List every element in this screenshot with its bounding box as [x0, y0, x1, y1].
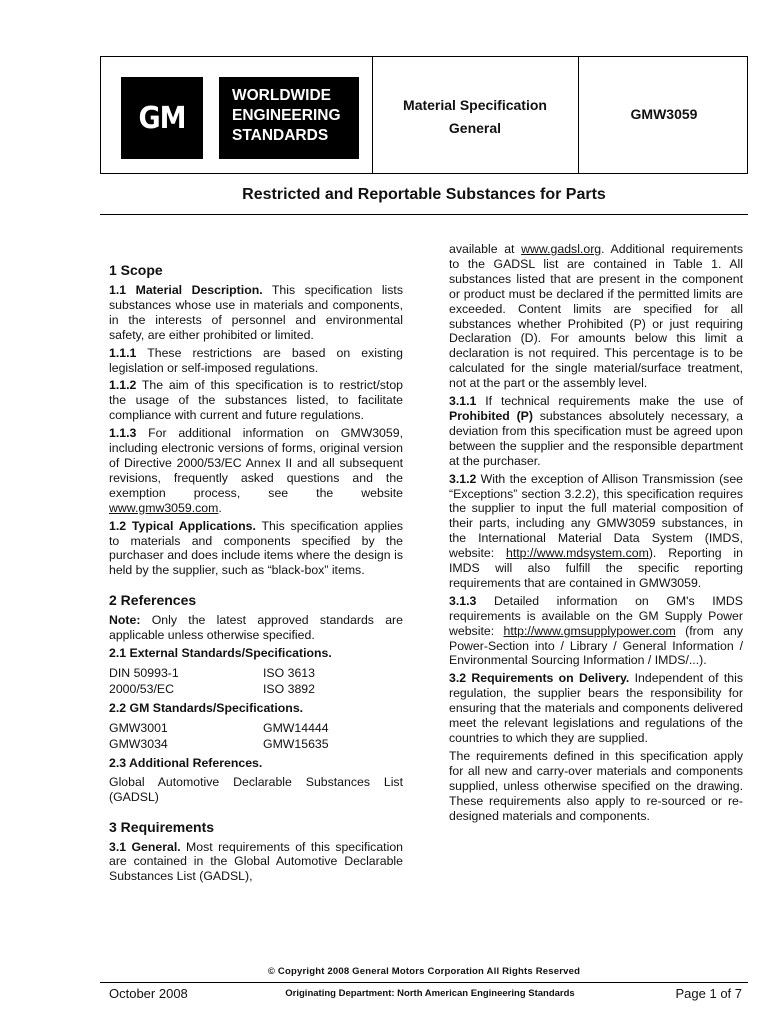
section-1-1-3 [109, 426, 403, 515]
page-number: Page 1 of 7 [675, 986, 742, 1001]
section-3-1-3 [449, 594, 743, 669]
section-3-heading: 3 Requirements [109, 818, 215, 835]
section-1-1-label: 1.1 Material Description. [109, 283, 263, 297]
section-1-2-label: 1.2 Typical Applications. [109, 518, 256, 533]
org-line-3: STANDARDS [232, 127, 329, 144]
section-1-1-2-text: The aim of this specification is to restrict/stop the usage of the substances listed, to facilitate compliance with current and future regulations. [109, 378, 403, 423]
section-3-2-text: Independent of this regulation, the supplier bears the responsibility for ensuring that the materials and components delivered meet the relevant legislations and regulations of the countries to which they are supplied. [449, 671, 743, 745]
section-1-1-1-text: These restrictions are based on existing legislation or self-imposed regulations. [109, 345, 403, 375]
section-3-1-2-end: ). Reporting in IMDS will also fulfill the specific reporting requirements that are contained in GMW3059. [449, 546, 743, 590]
section-1-1-3-end: . [218, 500, 222, 515]
section-1-heading: 1 Scope [109, 262, 163, 278]
external-standards-list [109, 665, 403, 697]
gm-standards-list [109, 720, 403, 752]
org-line-1: WORLDWIDE [232, 87, 332, 104]
references-note [109, 613, 403, 643]
worldwide-engineering-standards-logo [219, 77, 359, 159]
section-3-1-label: 3.1 General. [109, 839, 181, 854]
reference-item: 2000/53/EC [109, 681, 174, 696]
section-3-1-3-text: Detailed information on GM's IMDS requirements is available on the GM Supply Power website: [449, 593, 743, 638]
reference-item: ISO 3613 [263, 665, 315, 680]
title-rule [100, 214, 748, 215]
gmsupplypower-website-link[interactable]: http://www.gmsupplypower.com [503, 623, 676, 638]
reference-item: GMW14444 [263, 720, 329, 735]
section-3-1-2 [449, 472, 743, 591]
note-text: Only the latest approved standards are applicable unless otherwise specified. [109, 613, 403, 643]
section-1-2 [109, 519, 403, 579]
section-2-3-heading: 2.3 Additional References. [109, 755, 263, 770]
copyright-notice: © Copyright 2008 General Motors Corporation All Rights Reserved [267, 966, 581, 977]
section-3-1-1-text-a: If technical requirements make the use of [476, 394, 743, 409]
section-1-1-2 [109, 378, 403, 423]
gadsl-website-link[interactable]: www.gadsl.org [521, 242, 602, 256]
document-number: GMW3059 [630, 106, 698, 122]
section-1-1-2-label: 1.1.2 [109, 378, 137, 393]
section-3-1-3-end: (from any Power-Section into / Library / General Information / Environmental Sourcing Information / IMDS/...). [449, 623, 743, 668]
reference-item: GMW15635 [263, 736, 329, 751]
mdsystem-website-link[interactable]: http://www.mdsystem.com [506, 546, 649, 561]
section-3-2 [449, 671, 743, 746]
spec-type-line-2: General [448, 120, 502, 136]
section-2-2-heading: 2.2 GM Standards/Specifications. [109, 700, 304, 715]
section-3-1-2-text: With the exception of Allison Transmission (see “Exceptions” section 3.2.2), this specification requires the supplier to input the full material composition of their parts, including any GMW3059 substances, in the International Material Data System (IMDS, website: [449, 471, 743, 561]
document-header [100, 56, 748, 174]
reference-item: GMW3034 [109, 736, 168, 751]
section-1-1-3-text: For additional information on GMW3059, including electronic versions of forms, original version of Directive 2000/53/EC Annex II and all subsequent revisions, frequently asked questions and the exemption process, see the website [109, 426, 403, 500]
continued-text-start: available at [449, 242, 522, 256]
section-3-2-paragraph-2: The requirements defined in this specification apply for all new and carry-over materials and components supplied, unless otherwise specified on the drawing. These requirements also apply to re-sourced or re-designed materials and components. [449, 748, 743, 823]
section-1-1-1 [109, 346, 403, 376]
section-3-1-1 [449, 394, 743, 469]
continued-text: . Additional requirements to the GADSL list are contained in Table 1. All substances listed that are present in the component or product must be declared if the permitted limits are exceeded. Content limits are specified for all substances whether Prohibited (P) or just requiring Declaration (D). For amounts below this limit a declaration is not required. This percentage is to be calculated for the single material/surface treatment, not at the part or the assembly level. [449, 242, 743, 391]
document-title: Restricted and Reportable Substances for Parts [242, 186, 606, 203]
spec-type-line-1: Material Specification [403, 97, 547, 113]
reference-item: ISO 3892 [263, 681, 315, 696]
section-3-1-1-text-b: substances absolutely necessary, a deviation from this specification must be agreed upon between the supplier and the responsible department at the purchaser. [449, 408, 743, 468]
right-column [449, 242, 743, 826]
originating-department: Originating Department: North American Engineering Standards [285, 988, 575, 999]
section-3-1-text: Most requirements of this specification are contained in the Global Automotive Declarable Substances List (GADSL), [109, 839, 403, 884]
section-1-1-text: This specification lists substances whose use in materials and components, in the interests of personnel and environmental safety, are either prohibited or limited. [109, 283, 403, 342]
section-3-2-label: 3.2 Requirements on Delivery. [449, 671, 630, 686]
section-2-1-heading: 2.1 External Standards/Specifications. [109, 646, 332, 661]
section-3-1 [109, 840, 403, 885]
gmw3059-website-link[interactable]: www.gmw3059.com [109, 500, 219, 515]
footer-date: October 2008 [109, 986, 188, 1001]
section-2-heading: 2 References [109, 592, 197, 609]
section-1-1 [109, 283, 403, 343]
section-1-1-3-label: 1.1.3 [109, 426, 137, 441]
spec-type [373, 94, 577, 140]
reference-item: DIN 50993-1 [109, 665, 179, 680]
reference-item: GMW3001 [109, 720, 168, 735]
org-line-2: ENGINEERING [232, 107, 341, 124]
note-label: Note: [109, 613, 141, 628]
section-3-1-3-label: 3.1.3 [449, 593, 477, 608]
gm-logo: GM [121, 77, 203, 159]
section-1-1-1-label: 1.1.1 [109, 345, 137, 360]
section-3-1-continued [449, 242, 743, 391]
section-1-2-text: This specification applies to materials and components specified by the purchaser and does include items where the design is held by the supplier, such as “black-box” items. [109, 518, 403, 578]
footer-rule [100, 982, 748, 983]
prohibited-term: Prohibited (P) [449, 408, 533, 423]
section-3-1-1-label: 3.1.1 [449, 394, 477, 409]
section-2-3-text: Global Automotive Declarable Substances List (GADSL) [109, 774, 403, 804]
section-3-1-2-label: 3.1.2 [449, 471, 477, 486]
left-column [109, 240, 403, 887]
